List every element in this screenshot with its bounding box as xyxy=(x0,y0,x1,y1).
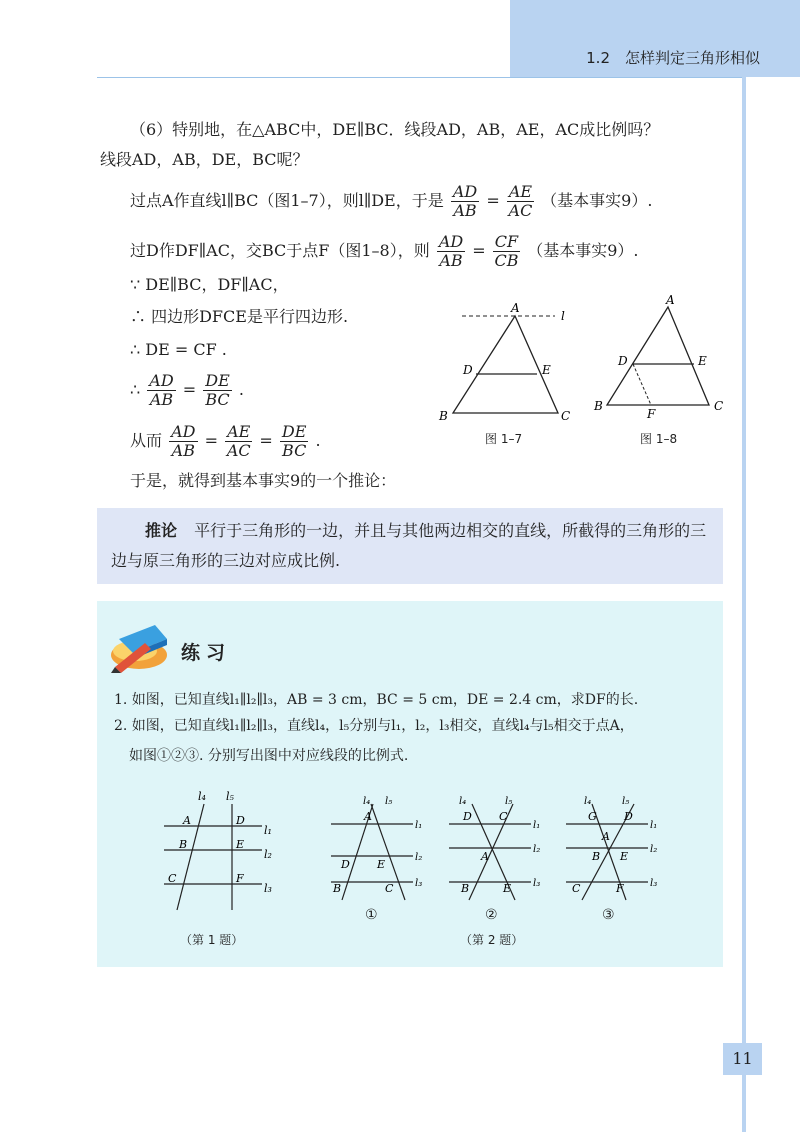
corollary-label: 推论 xyxy=(145,521,178,540)
exercise-q2: 2. 如图，已知直线l₁∥l₂∥l₃，直线l₄，l₅分别与l₁，l₂，l₃相交，直线l₄与l₅相交于点A， xyxy=(114,718,634,734)
label-l1: l₁ xyxy=(533,820,541,831)
label-C: C xyxy=(168,872,177,885)
label-l1: l₁ xyxy=(650,820,658,831)
fraction-ad-ab-3: $\frac{AD}{AB}$ xyxy=(149,371,174,409)
line3-tail: （基本事实9）. xyxy=(541,191,653,210)
figure-number-3: ③ xyxy=(602,907,615,923)
label-D: D xyxy=(463,810,472,823)
label-C: C xyxy=(714,399,724,413)
corollary-text xyxy=(111,516,711,576)
label-A: A xyxy=(602,830,610,843)
exercise-q2-cont: 如图①②③. 分别写出图中对应线段的比例式. xyxy=(129,748,409,764)
label-l4: l₄ xyxy=(198,790,206,803)
label-l5: l₅ xyxy=(226,790,234,803)
line3-text: 过点A作直线l∥BC（图1–7），则l∥DE，于是 xyxy=(130,191,444,210)
label-l3: l₃ xyxy=(650,878,658,889)
label-l2: l₂ xyxy=(264,848,272,861)
equals-sign: = xyxy=(259,431,273,450)
body-line-3 xyxy=(130,183,652,220)
hence-text: 从而 xyxy=(130,431,163,450)
label-F: F xyxy=(647,407,656,421)
fraction-de-bc-2: $\frac{DE}{BC}$ xyxy=(281,422,307,460)
label-F: F xyxy=(236,872,244,885)
label-B: B xyxy=(461,882,470,895)
label-C: C xyxy=(561,409,571,423)
fraction-ae-ac-2: $\frac{AE}{AC}$ xyxy=(226,422,251,460)
label-D: D xyxy=(624,810,633,823)
body-line-10: 于是，就得到基本事实9的一个推论： xyxy=(130,471,397,490)
label-A: A xyxy=(666,293,675,307)
figure-number-2: ② xyxy=(485,907,498,923)
label-C: C xyxy=(572,882,581,895)
caption-question-1: （第 1 题） xyxy=(180,933,244,947)
label-l1: l₁ xyxy=(264,824,272,837)
header-rule xyxy=(97,77,745,78)
label-B: B xyxy=(592,850,601,863)
page-number: 11 xyxy=(723,1043,762,1075)
label-C: C xyxy=(499,810,508,823)
caption-question-2: （第 2 题） xyxy=(460,933,524,947)
fraction-ad-ab-2: $\frac{AD}{AB}$ xyxy=(438,232,464,270)
fraction-de-bc: $\frac{DE}{BC}$ xyxy=(205,371,230,409)
body-line-8 xyxy=(130,372,244,409)
label-A: A xyxy=(481,850,489,863)
label-E: E xyxy=(620,850,629,863)
fraction-cf-cb: $\frac{CF}{CB}$ xyxy=(494,232,519,270)
figure-1-7-caption: 图 1–7 xyxy=(485,432,523,446)
label-l1: l₁ xyxy=(415,820,423,831)
figure-1-8-caption: 图 1–8 xyxy=(640,432,678,446)
label-F: F xyxy=(616,882,624,895)
label-D: D xyxy=(341,858,350,871)
label-G: G xyxy=(588,810,597,823)
label-l3: l₃ xyxy=(415,878,423,889)
equals-sign: = xyxy=(486,191,500,210)
label-E: E xyxy=(503,882,512,895)
line4-text: 过D作DF∥AC，交BC于点F（图1–8），则 xyxy=(130,241,430,260)
body-line-6: ∴ 四边形DFCE是平行四边形. xyxy=(130,307,349,326)
label-D: D xyxy=(463,363,473,377)
period: . xyxy=(315,431,321,450)
label-l3: l₃ xyxy=(533,878,541,889)
body-line-7: ∴ DE = CF . xyxy=(130,340,227,359)
fraction-ad-ab-4: $\frac{AD}{AB}$ xyxy=(171,422,196,460)
label-B: B xyxy=(179,838,188,851)
equals-sign: = xyxy=(182,380,197,399)
fraction-ad-ab: $\frac{AD}{AB}$ xyxy=(452,182,478,220)
label-l3: l₃ xyxy=(264,882,272,895)
exercise-q1: 1. 如图，已知直线l₁∥l₂∥l₃，AB = 3 cm，BC = 5 cm，DE = 2.4 cm，求DF的长. xyxy=(114,692,639,708)
label-A: A xyxy=(511,301,520,315)
label-l4: l₄ xyxy=(363,796,371,807)
line4-tail: （基本事实9）. xyxy=(527,241,639,260)
exercise-box xyxy=(97,601,723,967)
equals-sign: = xyxy=(204,431,218,450)
body-line-5: ∵ DE∥BC，DF∥AC， xyxy=(130,275,289,294)
section-title: 1.2 怎样判定三角形相似 xyxy=(586,49,760,67)
label-A: A xyxy=(364,810,372,823)
label-l4: l₄ xyxy=(459,796,467,807)
exercise-figure-2-3 xyxy=(562,790,672,910)
figure-1-7 xyxy=(425,298,585,428)
corollary-box xyxy=(97,508,723,584)
exercise-figure-2-1 xyxy=(327,790,437,910)
body-line-2: 线段AD，AB，DE，BC呢？ xyxy=(100,150,309,169)
label-l5: l₅ xyxy=(505,796,513,807)
therefore-sign: ∴ xyxy=(130,380,141,399)
label-l4: l₄ xyxy=(584,796,592,807)
label-B: B xyxy=(594,399,603,413)
pencil-book-icon xyxy=(105,615,177,677)
exercise-figure-1 xyxy=(162,784,292,914)
label-C: C xyxy=(385,882,394,895)
label-A: A xyxy=(183,814,191,827)
corollary-body: 平行于三角形的一边，并且与其他两边相交的直线，所截得的三角形的三边与原三角形的三边对应成比例. xyxy=(111,521,707,570)
label-B: B xyxy=(333,882,342,895)
figure-number-1: ① xyxy=(365,907,378,923)
margin-bar xyxy=(742,77,746,1132)
body-line-4 xyxy=(130,233,639,270)
body-line-1: （6）特别地，在△ABC中，DE∥BC．线段AD，AB，AE，AC成比例吗？ xyxy=(130,120,660,139)
label-l5: l₅ xyxy=(385,796,393,807)
equals-sign: = xyxy=(472,241,486,260)
label-E: E xyxy=(698,354,707,368)
body-line-9 xyxy=(130,423,321,460)
fraction-ae-ac: $\frac{AE}{AC}$ xyxy=(508,182,533,220)
exercise-title: 练习 xyxy=(181,642,232,664)
label-B: B xyxy=(439,409,448,423)
exercise-figure-2-2 xyxy=(447,790,557,910)
label-E: E xyxy=(236,838,245,851)
label-l: l xyxy=(561,309,565,323)
label-E: E xyxy=(542,363,551,377)
label-l2: l₂ xyxy=(650,844,658,855)
label-D: D xyxy=(236,814,245,827)
label-E: E xyxy=(377,858,386,871)
label-l5: l₅ xyxy=(622,796,630,807)
period: . xyxy=(238,380,244,399)
label-l2: l₂ xyxy=(415,852,423,863)
label-D: D xyxy=(618,354,628,368)
label-l2: l₂ xyxy=(533,844,541,855)
figure-1-8 xyxy=(588,293,738,423)
